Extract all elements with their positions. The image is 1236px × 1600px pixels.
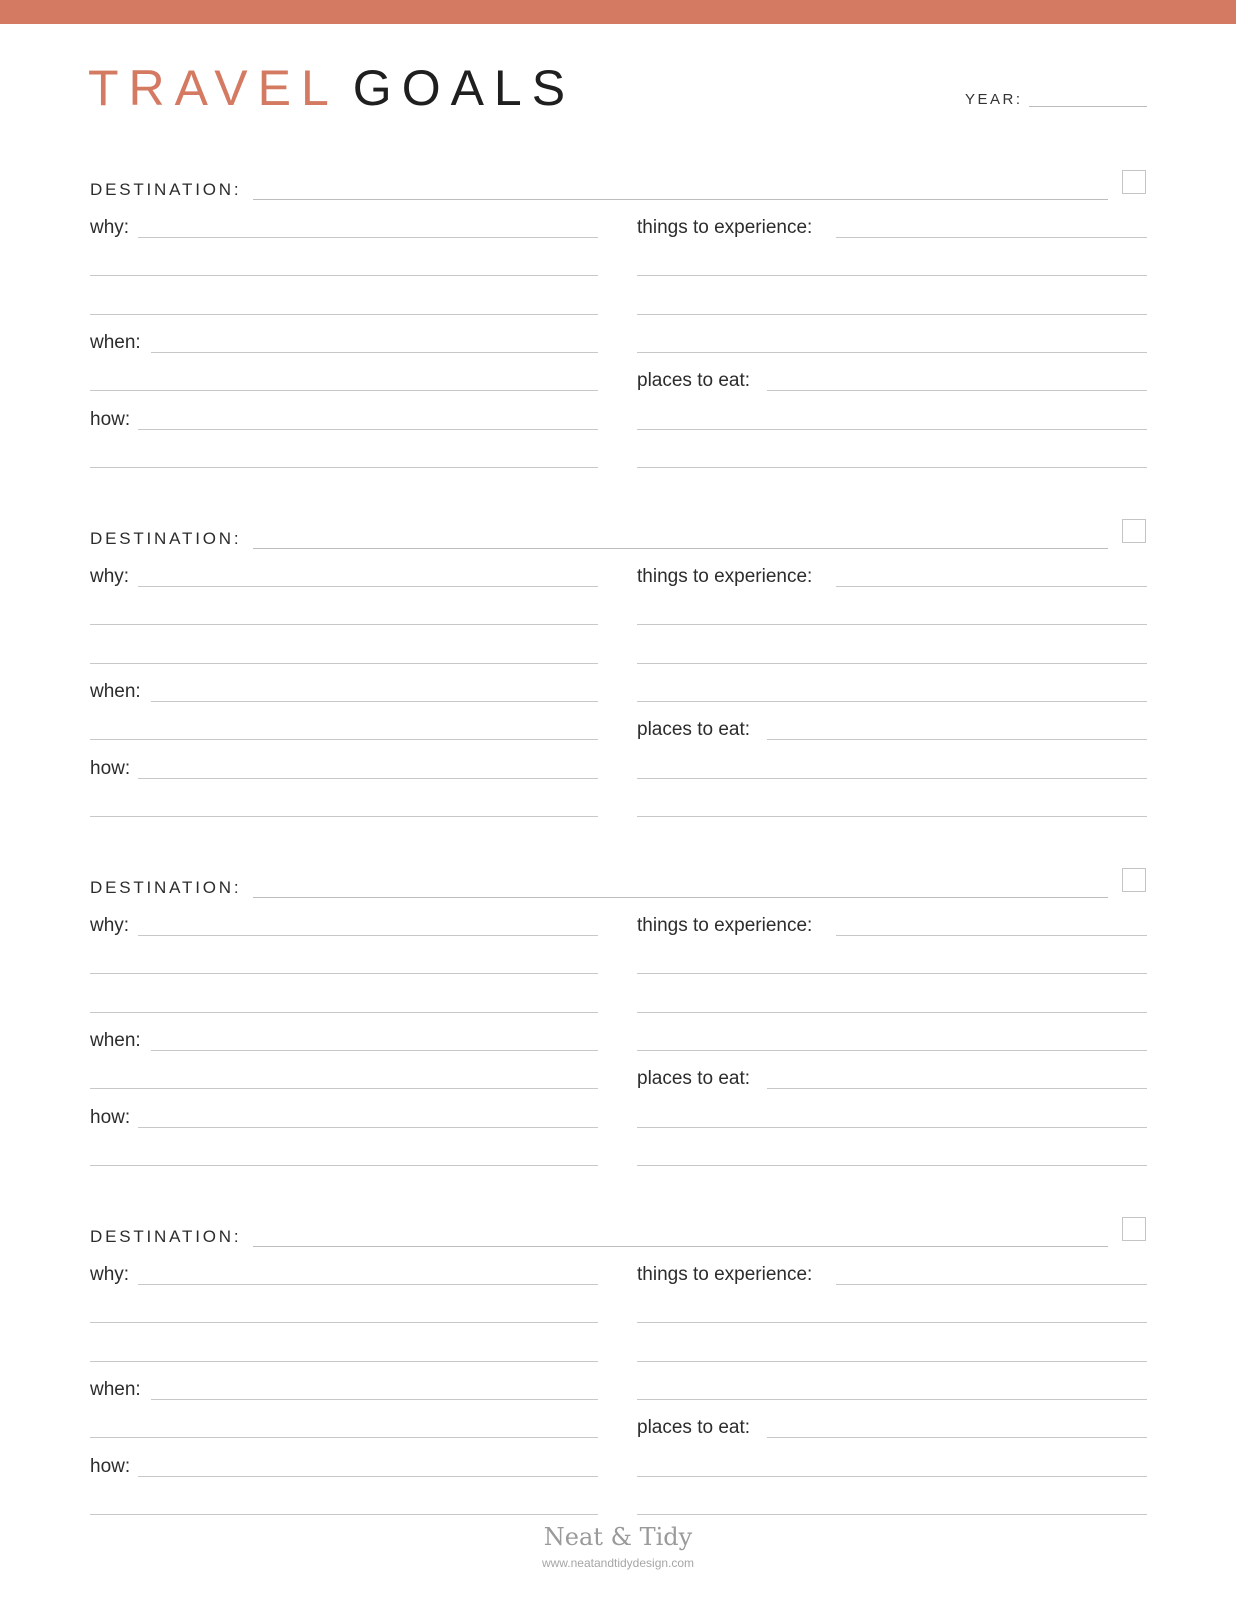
- right-writing-line[interactable]: [637, 467, 1147, 468]
- right-writing-line[interactable]: [637, 973, 1147, 974]
- right-writing-line[interactable]: [767, 390, 1147, 391]
- when-label: when:: [90, 332, 141, 353]
- destination-section: [0, 1217, 1236, 1547]
- title-travel: TRAVEL: [88, 60, 339, 116]
- things-label: things to experience:: [637, 217, 813, 238]
- destination-section: [0, 519, 1236, 849]
- left-writing-line[interactable]: [90, 1165, 598, 1166]
- destination-checkbox[interactable]: [1122, 170, 1146, 194]
- year-input-line[interactable]: [1029, 106, 1147, 107]
- why-label: why:: [90, 566, 130, 587]
- right-writing-line[interactable]: [836, 935, 1147, 936]
- left-writing-line[interactable]: [151, 352, 598, 353]
- brand-url: www.neatandtidydesign.com: [541, 1556, 695, 1570]
- left-writing-line[interactable]: [151, 1399, 598, 1400]
- left-writing-line[interactable]: [90, 739, 598, 740]
- right-writing-line[interactable]: [767, 739, 1147, 740]
- destination-checkbox[interactable]: [1122, 1217, 1146, 1241]
- right-writing-line[interactable]: [637, 314, 1147, 315]
- left-writing-line[interactable]: [151, 1050, 598, 1051]
- top-accent-bar: [0, 0, 1236, 24]
- left-writing-line[interactable]: [90, 467, 598, 468]
- destination-section: [0, 868, 1236, 1198]
- left-writing-line[interactable]: [90, 275, 598, 276]
- left-writing-line[interactable]: [138, 237, 598, 238]
- right-writing-line[interactable]: [637, 1127, 1147, 1128]
- places-label: places to eat:: [637, 1417, 751, 1438]
- destination-label: DESTINATION:: [90, 180, 242, 199]
- places-label: places to eat:: [637, 370, 751, 391]
- when-label: when:: [90, 1030, 141, 1051]
- right-writing-line[interactable]: [637, 816, 1147, 817]
- when-label: when:: [90, 681, 141, 702]
- left-writing-line[interactable]: [90, 1514, 598, 1515]
- left-writing-line[interactable]: [90, 624, 598, 625]
- left-writing-line[interactable]: [90, 390, 598, 391]
- left-writing-line[interactable]: [151, 701, 598, 702]
- right-writing-line[interactable]: [637, 1361, 1147, 1362]
- things-label: things to experience:: [637, 1264, 813, 1285]
- right-writing-line[interactable]: [767, 1088, 1147, 1089]
- destination-input-line[interactable]: [253, 897, 1108, 898]
- why-label: why:: [90, 915, 130, 936]
- destination-input-line[interactable]: [253, 548, 1108, 549]
- left-writing-line[interactable]: [90, 1088, 598, 1089]
- right-writing-line[interactable]: [637, 1050, 1147, 1051]
- left-writing-line[interactable]: [138, 1476, 598, 1477]
- left-writing-line[interactable]: [90, 663, 598, 664]
- left-writing-line[interactable]: [90, 1437, 598, 1438]
- places-label: places to eat:: [637, 719, 751, 740]
- left-writing-line[interactable]: [90, 816, 598, 817]
- destination-label: DESTINATION:: [90, 1227, 242, 1246]
- destination-section: [0, 170, 1236, 500]
- left-writing-line[interactable]: [90, 1361, 598, 1362]
- places-label: places to eat:: [637, 1068, 751, 1089]
- why-label: why:: [90, 1264, 130, 1285]
- left-writing-line[interactable]: [138, 778, 598, 779]
- right-writing-line[interactable]: [637, 429, 1147, 430]
- how-label: how:: [90, 1456, 131, 1477]
- year-label: YEAR:: [965, 91, 1023, 108]
- left-writing-line[interactable]: [138, 1284, 598, 1285]
- left-writing-line[interactable]: [138, 429, 598, 430]
- how-label: how:: [90, 758, 131, 779]
- title-goals: GOALS: [352, 60, 576, 116]
- right-writing-line[interactable]: [836, 586, 1147, 587]
- left-writing-line[interactable]: [90, 314, 598, 315]
- destination-label: DESTINATION:: [90, 878, 242, 897]
- destination-input-line[interactable]: [253, 199, 1108, 200]
- right-writing-line[interactable]: [637, 1399, 1147, 1400]
- right-writing-line[interactable]: [637, 663, 1147, 664]
- left-writing-line[interactable]: [138, 935, 598, 936]
- left-writing-line[interactable]: [90, 1322, 598, 1323]
- destination-checkbox[interactable]: [1122, 519, 1146, 543]
- how-label: how:: [90, 409, 131, 430]
- right-writing-line[interactable]: [637, 1514, 1147, 1515]
- destination-input-line[interactable]: [253, 1246, 1108, 1247]
- left-writing-line[interactable]: [138, 586, 598, 587]
- destination-label: DESTINATION:: [90, 529, 242, 548]
- right-writing-line[interactable]: [637, 275, 1147, 276]
- things-label: things to experience:: [637, 566, 813, 587]
- right-writing-line[interactable]: [637, 1322, 1147, 1323]
- left-writing-line[interactable]: [90, 973, 598, 974]
- destination-checkbox[interactable]: [1122, 868, 1146, 892]
- right-writing-line[interactable]: [637, 701, 1147, 702]
- right-writing-line[interactable]: [637, 352, 1147, 353]
- right-writing-line[interactable]: [637, 1476, 1147, 1477]
- right-writing-line[interactable]: [767, 1437, 1147, 1438]
- right-writing-line[interactable]: [637, 1165, 1147, 1166]
- right-writing-line[interactable]: [836, 237, 1147, 238]
- right-writing-line[interactable]: [637, 1012, 1147, 1013]
- when-label: when:: [90, 1379, 141, 1400]
- right-writing-line[interactable]: [637, 624, 1147, 625]
- why-label: why:: [90, 217, 130, 238]
- brand-logo: Neat & Tidy: [543, 1523, 693, 1551]
- right-writing-line[interactable]: [836, 1284, 1147, 1285]
- left-writing-line[interactable]: [138, 1127, 598, 1128]
- things-label: things to experience:: [637, 915, 813, 936]
- right-writing-line[interactable]: [637, 778, 1147, 779]
- how-label: how:: [90, 1107, 131, 1128]
- page-title: [88, 58, 575, 118]
- left-writing-line[interactable]: [90, 1012, 598, 1013]
